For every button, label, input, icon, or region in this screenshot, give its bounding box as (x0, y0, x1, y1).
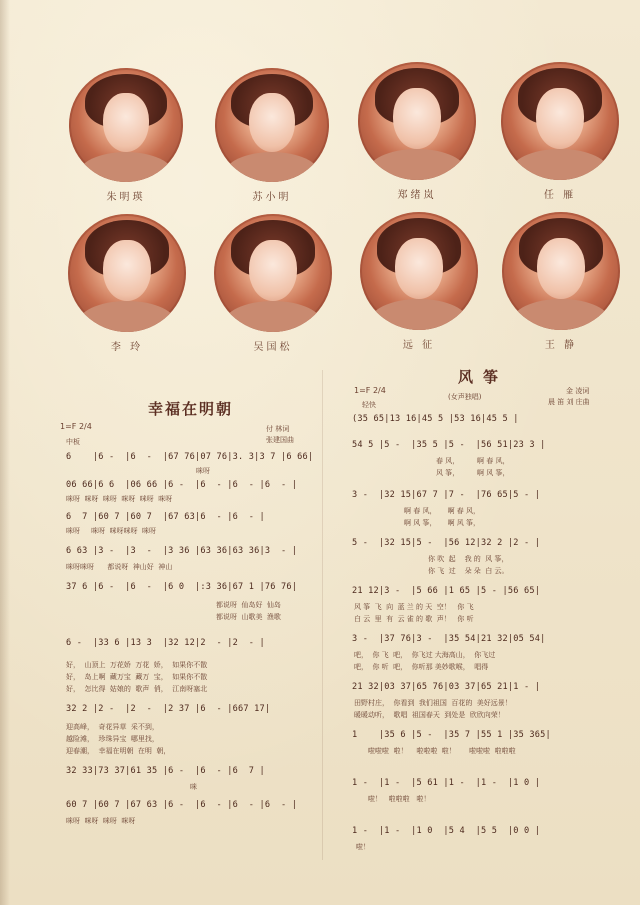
portrait-4 (498, 62, 622, 201)
right-lyric-line: 啦！ (356, 843, 370, 851)
right-notation-line: 1 |35 6 |5 - |35 7 |55 1 |35 365| (352, 730, 551, 740)
left-credit-lyrics: 付 林词 (266, 425, 290, 433)
left-lyric-line: 咪呀 咪呀 咪呀咪呀 咪呀 (66, 527, 157, 535)
right-notation-line: 1 - |1 - |1 0 |5 4 |5 5 |0 0 | (352, 826, 541, 836)
left-lyric-line: 咪呀咪呀 都说呀 神山好 神山 (66, 563, 173, 571)
left-lyric-line: 咪呀 咪呀 咪呀 咪呀 (66, 817, 136, 825)
portrait-name: 李 玲 (110, 342, 144, 353)
left-notation-line: 06 66|6 6 |06 66 |6 - |6 - |6 - |6 - | (66, 480, 298, 490)
right-notation-line: 1 - |1 - |5 61 |1 - |1 - |1 0 | (352, 778, 541, 788)
right-notation-line: 3 - |32 15|67 7 |7 - |76 65|5 - | (352, 490, 541, 500)
right-lyric-line: 吧， 你 听 吧， 你听那 美妙歌喉， 唱得 (354, 663, 489, 671)
right-credit-lyrics: 金 凌词 (566, 387, 590, 395)
left-lyric-line: 咪呀 咪呀 咪呀 咪呀 咪呀 咪呀 (66, 495, 173, 503)
portrait-name: 王 静 (544, 340, 578, 351)
left-lyric-line: 迎春潮， 幸福在明朝 在明 朝， (66, 747, 171, 755)
left-credit-music: 张建国曲 (266, 436, 294, 444)
portrait-photo (214, 214, 332, 332)
right-notation-line: (35 65|13 16|45 5 |53 16|45 5 | (352, 414, 519, 424)
left-notation-line: 6 63 |3 - |3 - |3 36 |63 36|63 36|3 - | (66, 546, 298, 556)
right-notation-line: 21 32|03 37|65 76|03 37|65 21|1 - | (352, 682, 541, 692)
portrait-3 (355, 62, 479, 201)
portrait-photo (215, 68, 329, 182)
right-notation-line: 5 - |32 15|5 - |56 12|32 2 |2 - | (352, 538, 541, 548)
right-lyric-line: 风 筝， 啊 风 筝， (436, 469, 510, 477)
portrait-name: 远 征 (402, 340, 436, 351)
portrait-photo (502, 212, 620, 330)
left-notation-line: 6 |6 - |6 - |67 76|07 76|3. 3|3 7 |6 66| (66, 452, 314, 462)
portrait-name: 吴国松 (253, 342, 293, 353)
right-lyric-line: 你 飞 过 朵 朵 白 云。 (428, 567, 509, 575)
right-lyric-line: 吧， 你 飞 吧， 你飞过 大海高山， 你飞过 (354, 651, 496, 659)
right-credit-music: 晨 笛 刘 庄曲 (548, 398, 590, 406)
left-notation-line: 6 7 |60 7 |60 7 |67 63|6 - |6 - | (66, 512, 265, 522)
left-lyric-line: 迎高峰， 奇花异草 采不到， (66, 723, 159, 731)
right-notation-line: 54 5 |5 - |35 5 |5 - |56 51|23 3 | (352, 440, 546, 450)
left-notation-line: 6 - |33 6 |13 3 |32 12|2 - |2 - | (66, 638, 265, 648)
portrait-photo (68, 214, 186, 332)
right-lyric-line: 田野村庄， 你看到 我们祖国 百花的 美好远景！ (354, 699, 512, 707)
portrait-8 (500, 212, 622, 351)
left-song-title: 幸福在明朝 (148, 400, 234, 418)
portrait-name: 郑绪岚 (397, 190, 437, 201)
left-lyric-line: 咪呀 (196, 467, 210, 475)
portrait-7 (358, 212, 480, 351)
portrait-1 (66, 68, 186, 203)
left-lyric-line: 好， 怎比得 姑娘的 歌声 俏， 江南呀塞北 (66, 685, 208, 693)
left-lyric-line: 都说呀 山歌美 渔歌 (216, 613, 281, 621)
left-notation-line: 32 2 |2 - |2 - |2 37 |6 - |667 17| (66, 704, 271, 714)
left-key: 1=F 2/4 (60, 422, 92, 431)
left-lyric-line: 越险滩， 珍珠异宝 哪里找， (66, 735, 159, 743)
right-notation-line: 21 12|3 - |5 66 |1 65 |5 - |56 65| (352, 586, 541, 596)
right-lyric-line: 你 吹 起 我 的 风 筝， (428, 555, 509, 563)
portrait-photo (501, 62, 619, 180)
left-notation-line: 37 6 |6 - |6 - |6 0 |:3 36|67 1 |76 76| (66, 582, 298, 592)
right-subtitle: (女声独唱) (448, 393, 482, 401)
right-lyric-line: 暖暖动听， 歌唱 祖国春天 到处是 欣欣向荣！ (354, 711, 505, 719)
portrait-photo (69, 68, 183, 182)
right-lyric-line: 啊 春 风， 啊 春 风， (404, 507, 481, 515)
portrait-photo (360, 212, 478, 330)
left-lyric-line: 好， 山顶上 万花娇 万花 娇， 如果你不散 (66, 661, 208, 669)
right-lyric-line: 啦啦啦 啦！ 啦啦啦 啦！ 啦啦啦 啦啦啦 (368, 747, 516, 755)
portrait-5 (66, 214, 188, 353)
portrait-name: 任 雁 (543, 190, 577, 201)
right-notation-line: 3 - |37 76|3 - |35 54|21 32|05 54| (352, 634, 546, 644)
right-lyric-line: 啊 风 筝， 啊 风 筝， (404, 519, 481, 527)
left-lyric-line: 好， 岛上啊 藏万宝 藏万 宝， 如果你不散 (66, 673, 208, 681)
right-key: 1=F 2/4 (354, 386, 386, 395)
left-lyric-line: 咪 (190, 783, 197, 791)
portrait-name: 朱明瑛 (106, 192, 146, 203)
right-lyric-line: 白 云 里 有 云 雀 的 歌 声！ 你 听 (354, 615, 474, 623)
right-lyric-line: 风 筝 飞 向 蓝 兰 的 天 空！ 你 飞 (354, 603, 474, 611)
left-lyric-line: 都说呀 仙岛好 仙岛 (216, 601, 281, 609)
page-edge-shadow (0, 0, 10, 905)
right-lyric-line: 啦！ 啦啦啦 啦！ (368, 795, 431, 803)
portrait-6 (212, 214, 334, 353)
left-notation-line: 60 7 |60 7 |67 63 |6 - |6 - |6 - |6 - | (66, 800, 298, 810)
right-song-title: 风筝 (458, 368, 509, 386)
portrait-photo (358, 62, 476, 180)
left-tempo: 中板 (66, 438, 80, 446)
right-lyric-line: 春 风， 啊 春 风， (436, 457, 510, 465)
portrait-2 (212, 68, 332, 203)
left-notation-line: 32 33|73 37|61 35 |6 - |6 - |6 7 | (66, 766, 265, 776)
column-divider (322, 370, 323, 860)
right-tempo: 轻快 (362, 401, 376, 409)
portrait-name: 苏小明 (252, 192, 292, 203)
